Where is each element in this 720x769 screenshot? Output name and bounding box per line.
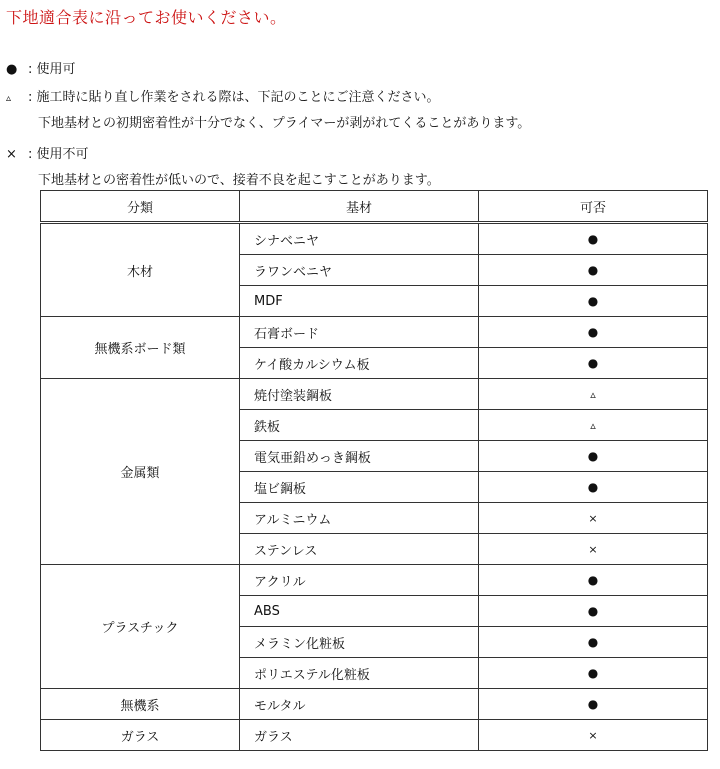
material-cell: ケイ酸カルシウム板 [240,348,479,379]
dot-icon: ● [587,665,599,680]
legend-label: : 使用不可 [28,147,89,162]
legend-label: : 施工時に貼り直し作業をされる際は、下記のことにご注意ください。 [28,90,440,105]
material-cell: 塩ビ鋼板 [240,472,479,503]
suitability-cell [479,627,708,658]
material-cell: 石膏ボード [240,317,479,348]
material-cell: ポリエステル化粧板 [240,658,479,689]
material-cell: 鉄板 [240,410,479,441]
category-cell: 金属類 [41,379,240,565]
material-cell: アクリル [240,565,479,596]
legend-description: 下地基材との初期密着性が十分でなく、プライマーが剥がれてくることがあります。 [38,116,531,131]
suitability-cell [479,286,708,317]
material-cell: 電気亜鉛めっき鋼板 [240,441,479,472]
header-category: 分類 [41,191,240,223]
table-row [41,565,708,596]
suitability-cell [479,472,708,503]
page-title: 下地適合表に沿ってお使いください。 [6,8,287,27]
dot-icon: ● [587,634,599,649]
triangle-icon: ▵ [590,418,596,432]
legend-usable [6,58,76,77]
material-cell: モルタル [240,689,479,720]
suitability-cell [479,410,708,441]
category-cell: ガラス [41,720,240,751]
substrate-table [40,190,708,751]
material-cell: 焼付塗装鋼板 [240,379,479,410]
suitability-cell [479,503,708,534]
cross-icon: × [588,728,598,742]
category-cell: 無機系 [41,689,240,720]
material-cell: ラワンベニヤ [240,255,479,286]
material-cell: シナベニヤ [240,223,479,255]
triangle-icon: ▵ [6,93,12,104]
suitability-cell [479,596,708,627]
dot-icon: ● [587,696,599,711]
suitability-cell [479,317,708,348]
category-cell: 木材 [41,223,240,317]
suitability-cell [479,441,708,472]
dot-icon: ● [587,231,599,246]
suitability-cell [479,565,708,596]
table-row [41,689,708,720]
table-row [41,223,708,255]
cross-icon: × [588,542,598,556]
category-cell: プラスチック [41,565,240,689]
material-cell: メラミン化粧板 [240,627,479,658]
legend-unusable [6,143,89,162]
header-suitability: 可否 [479,191,708,223]
suitability-cell [479,720,708,751]
material-cell: ガラス [240,720,479,751]
dot-icon: ● [587,448,599,463]
legend-label: : 使用可 [28,62,76,77]
cross-icon: × [6,147,17,162]
cross-icon: × [588,511,598,525]
dot-icon: ● [587,324,599,339]
suitability-cell [479,689,708,720]
material-cell: ステンレス [240,534,479,565]
suitability-cell [479,658,708,689]
dot-icon: ● [587,293,599,308]
category-cell: 無機系ボード類 [41,317,240,379]
material-cell: アルミニウム [240,503,479,534]
material-cell: MDF [240,286,479,317]
table-row [41,720,708,751]
dot-icon: ● [6,62,18,77]
dot-icon: ● [587,355,599,370]
table-row [41,317,708,348]
table-body [41,223,708,751]
table-row [41,379,708,410]
header-material: 基材 [240,191,479,223]
suitability-cell [479,255,708,286]
legend-caution [6,86,440,105]
suitability-cell [479,223,708,255]
triangle-icon: ▵ [590,387,596,401]
legend-description: 下地基材との密着性が低いので、接着不良を起こすことがあります。 [38,173,440,188]
table-header-row [41,191,708,223]
suitability-cell [479,348,708,379]
dot-icon: ● [587,603,599,618]
dot-icon: ● [587,262,599,277]
suitability-cell [479,534,708,565]
material-cell: ABS [240,596,479,627]
suitability-cell [479,379,708,410]
dot-icon: ● [587,479,599,494]
dot-icon: ● [587,572,599,587]
